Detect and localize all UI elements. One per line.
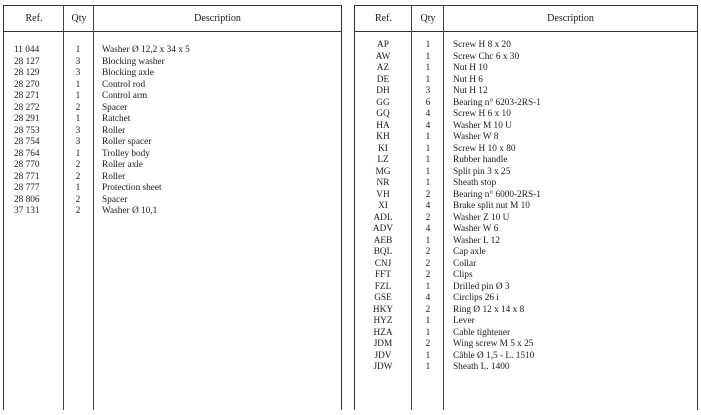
- part-ref: JDM: [373, 339, 393, 349]
- part-qty: 4: [425, 224, 431, 234]
- part-description: Cap axle: [453, 247, 486, 257]
- part-description: Nut H 6: [453, 74, 483, 85]
- part-qty: 3: [75, 68, 81, 78]
- table-row: [355, 75, 697, 87]
- part-ref: 28 271: [14, 91, 40, 101]
- part-ref: KI: [378, 143, 388, 154]
- part-qty: 1: [425, 350, 431, 361]
- table-row: [4, 103, 341, 115]
- table-row: [4, 126, 341, 138]
- table-row: [355, 362, 697, 374]
- part-qty: 2: [425, 258, 431, 269]
- part-qty: 1: [425, 235, 431, 246]
- part-description: Wing screw M 5 x 25: [453, 339, 534, 349]
- part-qty: 2: [425, 339, 431, 349]
- part-ref: 28 129: [14, 68, 40, 78]
- part-qty: 1: [75, 91, 81, 101]
- table-row: [4, 183, 341, 195]
- part-description: Nut H 12: [453, 86, 488, 96]
- part-ref: FZL: [374, 281, 392, 292]
- table-header: [4, 5, 341, 32]
- part-qty: 1: [425, 362, 431, 372]
- part-ref: 37 131: [14, 206, 40, 216]
- part-ref: DH: [376, 86, 390, 96]
- part-qty: 2: [425, 189, 431, 200]
- table-row: [4, 206, 341, 218]
- part-description: Control arm: [102, 91, 148, 101]
- part-description: Screw H 10 x 80: [453, 143, 516, 154]
- table-row: [4, 149, 341, 161]
- part-qty: 4: [425, 293, 431, 303]
- part-description: Washer Z 10 U: [453, 212, 510, 223]
- part-ref: FFT: [374, 270, 392, 280]
- table-row: [4, 91, 341, 103]
- part-qty: 1: [75, 45, 81, 55]
- description-column-header: Description: [194, 13, 241, 24]
- part-description: Bearing n° 6000-2RS-1: [453, 189, 541, 200]
- part-qty: 6: [425, 97, 431, 108]
- part-description: Screw H 8 x 20: [453, 40, 511, 50]
- qty-column-header: Qty: [420, 13, 436, 24]
- part-ref: JDW: [373, 362, 393, 372]
- part-ref: HA: [376, 120, 390, 131]
- table-row: [355, 282, 697, 294]
- part-description: Cable tightener: [453, 327, 511, 338]
- part-description: Sheath L. 1400: [453, 362, 510, 372]
- table-row: [355, 144, 697, 156]
- part-ref: BQL: [373, 247, 393, 257]
- part-description: Sheath stop: [453, 178, 497, 188]
- part-qty: 1: [425, 132, 431, 142]
- table-row: [355, 155, 697, 167]
- part-qty: 2: [75, 206, 81, 216]
- qty-column-header: Qty: [71, 13, 87, 24]
- ref-column-header: Ref.: [375, 13, 392, 24]
- table-row: [4, 195, 341, 207]
- part-ref: CNJ: [374, 258, 392, 269]
- part-ref: ADV: [372, 224, 394, 234]
- table-row: [355, 86, 697, 98]
- part-ref: 28 270: [14, 79, 40, 90]
- part-qty: 3: [75, 137, 81, 147]
- part-ref: KH: [376, 132, 390, 142]
- table-row: [355, 236, 697, 248]
- table-row: [355, 52, 697, 64]
- part-description: Clips: [453, 270, 473, 280]
- part-description: Roller: [102, 125, 126, 136]
- part-description: Bearing n° 6203-2RS-1: [453, 97, 541, 108]
- part-qty: 1: [425, 327, 431, 338]
- table-row: [355, 201, 697, 213]
- table-row: [355, 213, 697, 225]
- description-column-header: Description: [547, 13, 594, 24]
- part-ref: 28 806: [14, 194, 40, 205]
- part-ref: HZA: [373, 327, 393, 338]
- part-ref: 28 753: [14, 125, 40, 136]
- part-ref: VH: [376, 189, 390, 200]
- part-qty: 1: [425, 166, 431, 177]
- table-row: [355, 190, 697, 202]
- part-description: Collar: [453, 258, 477, 269]
- part-qty: 2: [75, 171, 81, 182]
- table-row: [355, 121, 697, 133]
- part-ref: GSE: [374, 293, 392, 303]
- table-row: [4, 114, 341, 126]
- table-row: [355, 339, 697, 351]
- table-row: [355, 247, 697, 259]
- part-qty: 1: [75, 148, 81, 159]
- part-qty: 2: [425, 304, 431, 315]
- part-description: Circlips 26 i: [453, 293, 499, 303]
- part-description: Spacer: [102, 102, 128, 113]
- part-description: Blocking washer: [102, 56, 165, 67]
- part-description: Screw H 6 x 10: [453, 109, 511, 119]
- part-qty: 1: [425, 143, 431, 154]
- part-qty: 4: [425, 120, 431, 131]
- table-row: [355, 351, 697, 363]
- part-description: Control rod: [102, 79, 146, 90]
- part-qty: 1: [425, 316, 431, 326]
- part-qty: 3: [75, 125, 81, 136]
- part-qty: 2: [75, 160, 81, 170]
- table-header: [355, 5, 697, 32]
- part-ref: LZ: [377, 155, 389, 165]
- part-description: Washer W 6: [453, 224, 499, 234]
- part-ref: 28 272: [14, 102, 40, 113]
- part-qty: 2: [75, 194, 81, 205]
- part-qty: 1: [75, 79, 81, 90]
- part-description: Washer M 10 U: [453, 120, 512, 131]
- part-ref: NR: [376, 178, 390, 188]
- part-ref: GG: [376, 97, 390, 108]
- part-qty: 1: [425, 74, 431, 85]
- table-row: [4, 68, 341, 80]
- table-row: [4, 137, 341, 149]
- part-description: Washer L 12: [453, 235, 500, 246]
- part-description: Nut H 10: [453, 63, 488, 73]
- part-description: Drilled pin Ø 3: [453, 281, 510, 292]
- part-ref: 11 044: [14, 45, 40, 55]
- part-description: Ratchet: [102, 114, 131, 124]
- table-row: [355, 259, 697, 271]
- table-row: [4, 172, 341, 184]
- part-description: Câble Ø 1,5 - L. 1510: [453, 350, 535, 361]
- part-qty: 1: [425, 63, 431, 73]
- part-description: Washer Ø 12,2 x 34 x 5: [102, 45, 190, 55]
- table-row: [4, 80, 341, 92]
- part-qty: 3: [75, 56, 81, 67]
- table-row: [4, 160, 341, 172]
- part-ref: AEB: [373, 235, 393, 246]
- table-row: [355, 270, 697, 282]
- part-qty: 1: [425, 51, 431, 62]
- table-row: [355, 40, 697, 52]
- part-description: Washer W 8: [453, 132, 499, 142]
- part-description: Roller axle: [102, 160, 144, 170]
- part-qty: 1: [425, 178, 431, 188]
- part-description: Rubber handle: [453, 155, 508, 165]
- part-description: Roller spacer: [102, 137, 152, 147]
- part-ref: 28 770: [14, 160, 40, 170]
- part-qty: 2: [425, 247, 431, 257]
- table-row: [355, 224, 697, 236]
- table-row: [355, 63, 697, 75]
- part-qty: 4: [425, 201, 431, 211]
- part-qty: 1: [425, 155, 431, 165]
- part-description: Lever: [453, 316, 475, 326]
- part-ref: 28 127: [14, 56, 40, 67]
- table-body: [4, 45, 341, 218]
- part-ref: 28 777: [14, 183, 40, 193]
- part-qty: 1: [75, 183, 81, 193]
- part-description: Split pin 3 x 25: [453, 166, 511, 177]
- part-qty: 4: [425, 109, 431, 119]
- table-row: [355, 98, 697, 110]
- part-ref: AW: [375, 51, 391, 62]
- parts-table-right: [354, 5, 698, 410]
- table-body: [355, 40, 697, 374]
- part-qty: 2: [425, 270, 431, 280]
- part-ref: DE: [376, 74, 390, 85]
- part-qty: 2: [425, 212, 431, 223]
- table-row: [355, 178, 697, 190]
- part-qty: 3: [425, 86, 431, 96]
- table-row: [355, 293, 697, 305]
- table-row: [355, 316, 697, 328]
- part-description: Screw Chc 6 x 30: [453, 51, 520, 62]
- table-row: [355, 167, 697, 179]
- part-description: Ring Ø 12 x 14 x 8: [453, 304, 525, 315]
- part-description: Roller: [102, 171, 126, 182]
- part-ref: 28 764: [14, 148, 40, 159]
- part-qty: 1: [425, 40, 431, 50]
- part-ref: AP: [377, 40, 389, 50]
- part-ref: AZ: [376, 63, 390, 73]
- part-description: Blocking axle: [102, 68, 154, 78]
- table-row: [355, 132, 697, 144]
- part-description: Trolley body: [102, 148, 150, 159]
- part-ref: 28 291: [14, 114, 40, 124]
- part-qty: 1: [425, 281, 431, 292]
- part-ref: JDV: [374, 350, 392, 361]
- part-description: Washer Ø 10,1: [102, 206, 158, 216]
- part-ref: HKY: [372, 304, 394, 315]
- part-qty: 2: [75, 102, 81, 113]
- part-qty: 1: [75, 114, 81, 124]
- part-description: Brake split nut M 10: [453, 201, 530, 211]
- part-ref: ADL: [373, 212, 393, 223]
- table-row: [4, 45, 341, 57]
- part-ref: MG: [375, 166, 391, 177]
- part-description: Protection sheet: [102, 183, 162, 193]
- part-ref: 28 754: [14, 137, 40, 147]
- part-ref: GQ: [376, 109, 390, 119]
- part-description: Spacer: [102, 194, 128, 205]
- table-row: [355, 305, 697, 317]
- table-row: [355, 328, 697, 340]
- part-ref: HYZ: [373, 316, 393, 326]
- table-row: [4, 57, 341, 69]
- part-ref: XI: [378, 201, 388, 211]
- ref-column-header: Ref.: [25, 13, 43, 24]
- part-ref: 28 771: [14, 171, 40, 182]
- parts-table-left: [3, 5, 342, 410]
- table-row: [355, 109, 697, 121]
